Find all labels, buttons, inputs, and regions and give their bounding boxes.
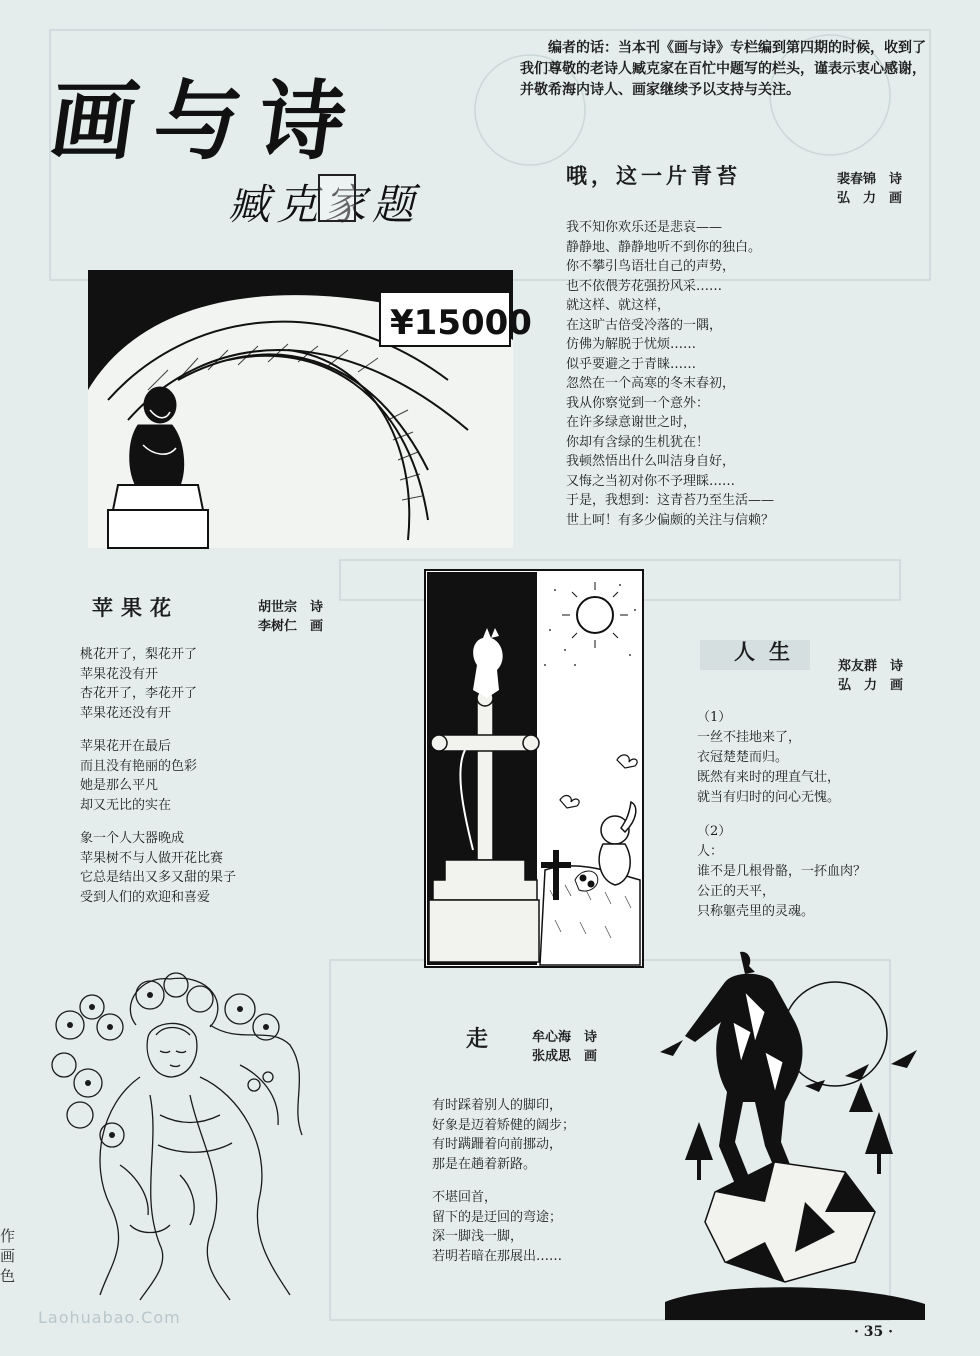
left-edge-text [0,1226,14,1286]
poem-line: 我不知你欢乐还是悲哀—— [566,220,723,235]
thinker-illustration [88,270,532,548]
poem-line: 在许多绿意谢世之时， [566,415,697,430]
poem-line: 又悔之当初对你不予理睬…… [566,473,736,489]
poem-moss-byline [837,170,902,208]
poem-line: 苹果花开在最后 [80,739,172,754]
poem-line: 就当有归时的问心无愧。 [697,790,841,805]
editor-note [520,38,935,101]
cross-illustration [425,570,643,967]
poem-apple-title: 苹果花 [92,596,179,620]
poem-line: 若明若暗在那展出…… [432,1248,563,1264]
poem-line: 似乎要避之于青睐…… [566,356,697,372]
poem-life-artist: 弘 力 画 [838,678,904,693]
poem-line: 那是在趟着新路。 [432,1156,537,1172]
watermark [38,1308,181,1327]
poem-line: 公正的天平， [697,884,776,899]
poem-line: 谁不是几根骨骼，一抔血肉？ [697,864,867,879]
poem-apple-byline [258,598,323,636]
poem-stanza [432,1188,672,1266]
poem-moss-artist: 弘 力 画 [837,191,903,206]
poem-line: 好象是迈着矫健的阔步； [432,1117,576,1133]
edge-char: 画 [0,1247,16,1265]
poem-apple-body [80,645,380,921]
poem-line: 不堪回首， [432,1190,498,1205]
walker-illustration [655,952,935,1320]
editor-note-label: 编者的话： [548,40,618,56]
poem-stanza [697,728,957,808]
poem-line: 静静地、静静地听不到你的独白。 [566,239,762,255]
editor-note-text: 当本刊《画与诗》专栏编到第四期的时候，收到了我们尊敬的老诗人臧克家在百忙中题写的栏头，谨表示衷心感谢，并敬希海内诗人、画家继续予以支持与关注。 [520,40,926,98]
page-number: · 35 · [854,1324,893,1340]
column-title: 画与诗 [43,71,371,172]
poem-moss-title: 哦，这一片青苔 [566,164,741,188]
poem-line: 于是，我想到：这青苔乃至生活—— [566,493,775,508]
poem-part-label: （2） [697,824,732,839]
column-inscription: 臧克家题 [228,180,421,229]
poem-moss-body [566,218,896,530]
poem-line: 既然有来时的理直气壮， [697,770,841,785]
poem-line: 就这样、就这样， [566,298,671,313]
poem-line: 也不依偎芳花强扮风采…… [566,278,723,294]
edge-char: 色 [0,1267,16,1285]
poem-moss-poet: 裴春锦 诗 [837,172,903,187]
poem-walk-body [432,1096,672,1280]
poem-line: 她是那么平凡 [80,778,159,793]
poem-line: 苹果花没有开 [80,666,159,682]
watermark-text: Laohuabao.Com [38,1308,181,1327]
poem-walk-byline [532,1028,597,1066]
poem-line: 深一脚浅一脚， [432,1229,524,1244]
poem-apple-artist: 李树仁 画 [258,619,324,634]
poem-stanza [697,842,957,922]
poem-line: 受到人们的欢迎和喜爱 [80,889,211,905]
poem-line: 苹果花还没有开 [80,705,172,721]
edge-char: 作 [0,1227,16,1245]
poem-line: 只称躯壳里的灵魂。 [697,904,815,919]
poem-life-title: 人生 [734,640,804,664]
poem-part-label: （1） [697,710,732,725]
poem-life-body [697,708,957,936]
poem-line: 有时蹒跚着向前挪动， [432,1137,563,1152]
column-header [43,52,448,252]
poem-line: 人： [697,844,724,859]
poem-line: 而且没有艳丽的色彩 [80,758,198,774]
poem-life-byline [838,657,903,695]
poem-line: 桃花开了，梨花开了 [80,647,198,662]
poem-walk-poet: 牟心海 诗 [532,1030,598,1045]
poem-line: 忽然在一个高寒的冬末春初， [566,376,736,391]
poem-line: 有时踩着别人的脚印， [432,1098,563,1113]
poem-line: 仿佛为解脱于忧烦…… [566,337,697,352]
poem-line: 世上呵！有多少偏颇的关注与信赖？ [566,512,775,528]
poem-stanza [80,645,380,723]
poem-stanza [432,1096,672,1174]
poem-life-poet: 郑友群 诗 [838,659,904,674]
poem-line: 你却有含绿的生机犹在！ [566,434,710,450]
poem-apple-poet: 胡世宗 诗 [258,600,324,615]
poem-line: 我从你察觉到一个意外： [566,395,710,411]
poem-line: 我顿然悟出什么叫洁身自好， [566,454,736,469]
poem-line: 它总是结出又多又甜的果子 [80,870,237,885]
poem-stanza [80,829,380,907]
poem-line: 在这旷古倍受冷落的一隅， [566,317,723,333]
poem-line: 却又无比的实在 [80,797,172,813]
poem-walk-artist: 张成思 画 [532,1049,598,1064]
flower-maiden-illustration [40,965,330,1305]
poem-stanza [80,737,380,815]
poem-line: 留下的是迂回的弯途； [432,1209,563,1225]
price-tag-text: ¥15000 [390,303,532,343]
poem-line: 你不攀引鸟语壮自己的声势， [566,259,736,274]
poem-line: 苹果树不与人做开花比赛 [80,850,224,866]
poem-walk-title: 走 [466,1027,497,1052]
seal-stamp [318,174,356,222]
poem-line: 衣冠楚楚而归。 [697,750,789,765]
poem-line: 象一个人大器晚成 [80,831,185,846]
poem-line: 一丝不挂地来了， [697,730,802,745]
poem-line: 杏花开了，李花开了 [80,686,198,701]
